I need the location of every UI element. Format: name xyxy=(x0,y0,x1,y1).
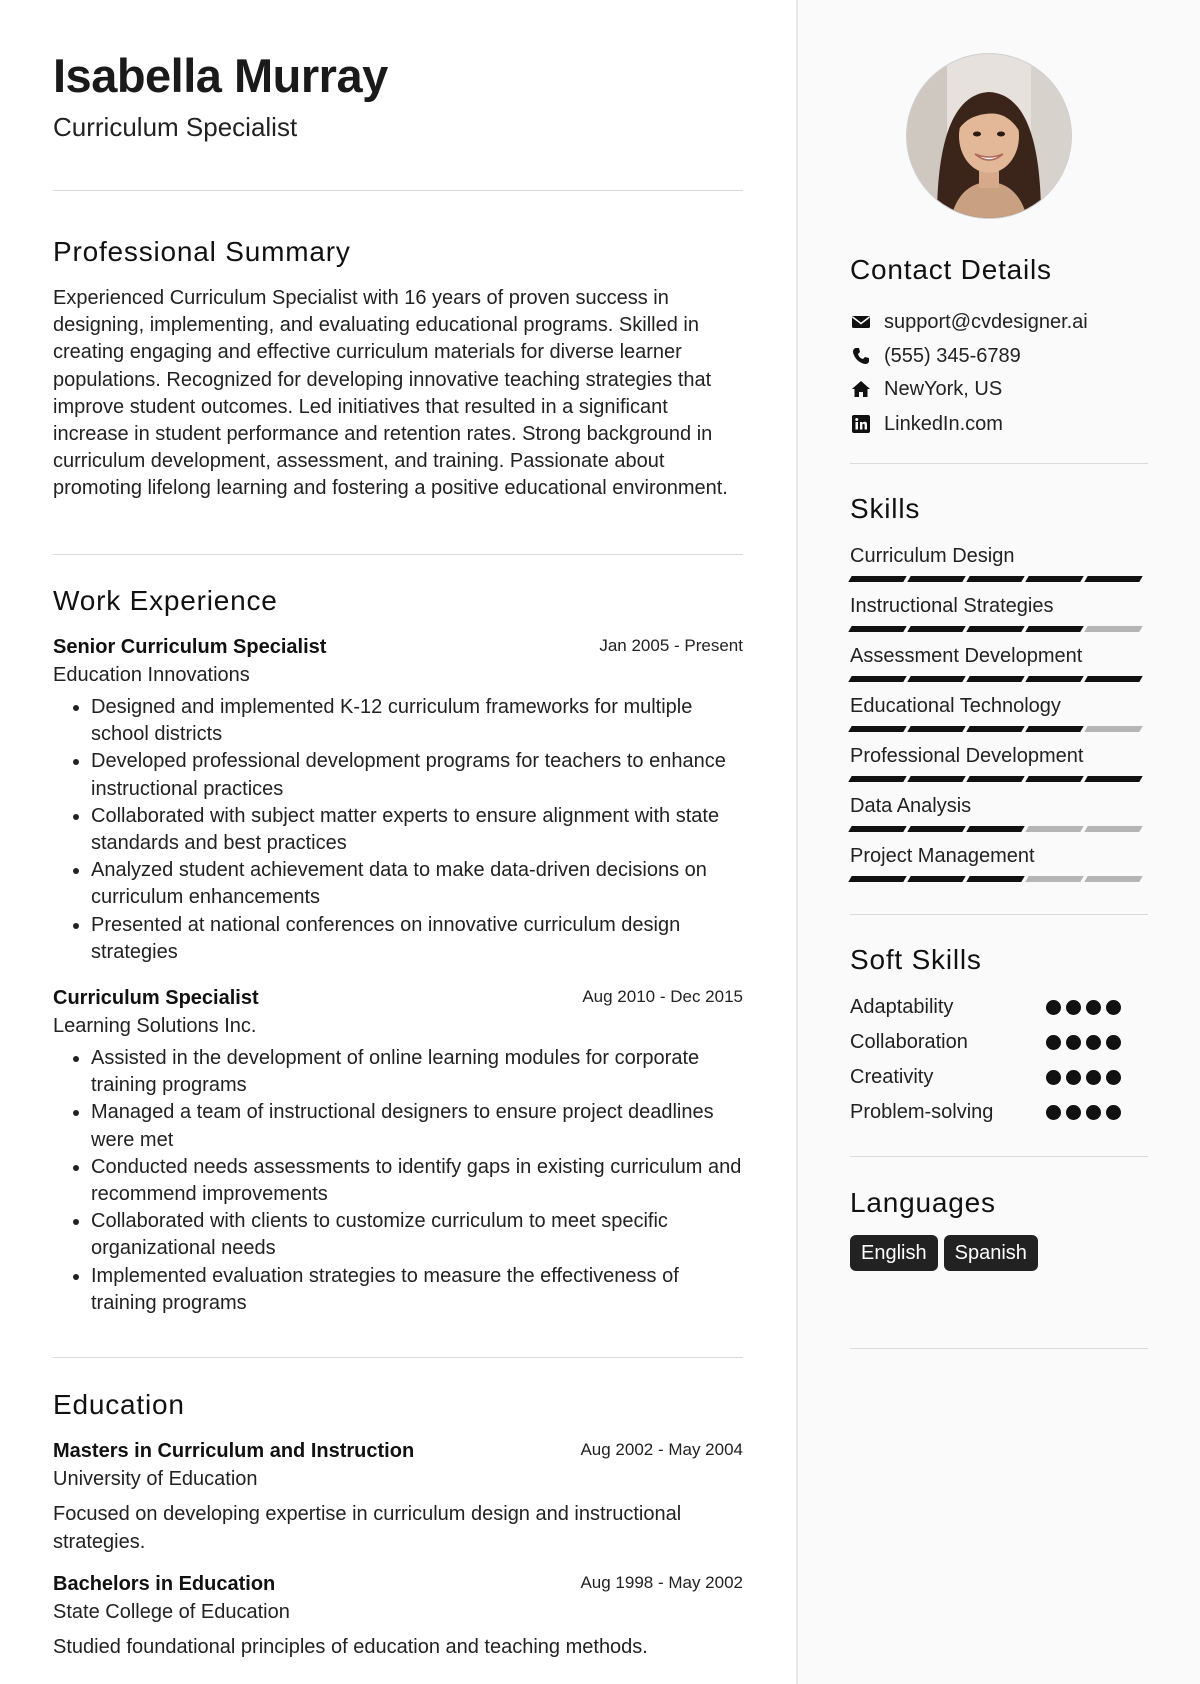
rating-dot xyxy=(1066,1035,1081,1050)
education-date: Aug 1998 - May 2002 xyxy=(580,1573,743,1592)
soft-skill-label: Adaptability xyxy=(850,996,954,1018)
envelope-icon xyxy=(850,312,872,332)
rating-segment xyxy=(966,576,1024,582)
skill-rating xyxy=(850,676,1148,682)
contact-heading: Contact Details xyxy=(850,254,1052,285)
divider xyxy=(850,463,1148,464)
rating-dot xyxy=(1046,1105,1061,1120)
languages-list xyxy=(850,1235,1038,1271)
phone-icon xyxy=(850,346,872,366)
rating-segment xyxy=(848,776,906,782)
skill-rating xyxy=(850,826,1148,832)
skills-heading: Skills xyxy=(850,493,921,524)
rating-segment xyxy=(1025,776,1083,782)
divider xyxy=(850,914,1148,915)
rating-segment xyxy=(907,826,965,832)
skill-rating xyxy=(850,776,1148,782)
soft-skill-item xyxy=(850,993,1148,1023)
language-badge: English xyxy=(850,1235,938,1271)
rating-segment xyxy=(848,626,906,632)
school-name: State College of Education xyxy=(53,1601,290,1623)
rating-segment xyxy=(848,726,906,732)
email-text: support@cvdesigner.ai xyxy=(884,310,1088,333)
rating-dot xyxy=(1106,1070,1121,1085)
candidate-role: Curriculum Specialist xyxy=(53,112,298,142)
soft-skill-label: Problem-solving xyxy=(850,1101,994,1123)
soft-skill-item xyxy=(850,1098,1148,1128)
education-description: Studied foundational principles of education and teaching methods. xyxy=(53,1636,648,1658)
rating-dot xyxy=(1086,1070,1101,1085)
skill-item xyxy=(850,693,1148,732)
rating-dot xyxy=(1066,1070,1081,1085)
work-heading: Work Experience xyxy=(53,585,278,616)
skill-item xyxy=(850,593,1148,632)
divider xyxy=(53,554,743,555)
skill-label: Curriculum Design xyxy=(850,545,1015,567)
skill-item xyxy=(850,793,1148,832)
degree-title: Bachelors in Education xyxy=(53,1573,276,1595)
rating-dot xyxy=(1086,1105,1101,1120)
rating-segment xyxy=(1025,876,1083,882)
contact-location xyxy=(850,376,1002,402)
education-entry xyxy=(53,1438,743,1556)
divider xyxy=(850,1156,1148,1157)
contact-phone[interactable] xyxy=(850,343,1021,369)
list-item: • Implemented evaluation strategies to measure the effectiveness of training programs xyxy=(91,1263,743,1317)
job-title: Curriculum Specialist xyxy=(53,987,259,1009)
skill-label: Educational Technology xyxy=(850,695,1061,717)
rating-segment xyxy=(907,776,965,782)
rating-dot xyxy=(1086,1000,1101,1015)
rating-segment xyxy=(1084,776,1142,782)
location-text: NewYork, US xyxy=(884,377,1003,400)
soft-skill-label: Creativity xyxy=(850,1066,934,1088)
rating-dot xyxy=(1066,1000,1081,1015)
job-company: Learning Solutions Inc. xyxy=(53,1015,257,1037)
list-item: • Presented at national conferences on innovative curriculum design strategies xyxy=(91,912,743,966)
list-item: • Collaborated with subject matter experts to ensure alignment with state standards and best practices xyxy=(91,803,743,857)
list-item: • Collaborated with clients to customize curriculum to meet specific organizational needs xyxy=(91,1208,743,1262)
languages-heading: Languages xyxy=(850,1187,996,1218)
avatar xyxy=(906,53,1072,219)
education-entry xyxy=(53,1571,743,1661)
rating-segment xyxy=(848,826,906,832)
divider xyxy=(850,1348,1148,1349)
linkedin-icon xyxy=(850,414,872,434)
contact-email[interactable] xyxy=(850,309,1088,335)
rating-segment xyxy=(1025,626,1083,632)
candidate-name: Isabella Murray xyxy=(53,49,388,102)
summary-heading: Professional Summary xyxy=(53,236,351,267)
rating-segment xyxy=(1084,626,1142,632)
soft-skill-label: Collaboration xyxy=(850,1031,968,1053)
sidebar-background xyxy=(796,0,1200,1684)
summary-text: Experienced Curriculum Specialist with 16 years of proven success in designing, implementing, and evaluating educational programs. Skilled in creating engaging and effective curriculum materials for diverse learner populations. Recognized for developing innovative teaching strategies that improve student outcomes. Led initiatives that resulted in a significant increase in student performance and retention rates. Strong background in curriculum development, assessment, and training. Passionate about promoting lifelong learning and fostering a positive educational environment. xyxy=(53,287,728,500)
portrait-image xyxy=(907,54,1071,218)
rating-segment xyxy=(966,676,1024,682)
rating-dot xyxy=(1106,1035,1121,1050)
job-entry xyxy=(53,634,743,966)
divider xyxy=(53,190,743,191)
divider xyxy=(53,1357,743,1358)
rating-segment xyxy=(907,876,965,882)
skill-label: Data Analysis xyxy=(850,795,972,817)
education-heading: Education xyxy=(53,1389,185,1420)
soft-skill-item xyxy=(850,1028,1148,1058)
soft-skill-item xyxy=(850,1063,1148,1093)
rating-segment xyxy=(848,676,906,682)
rating-segment xyxy=(1025,726,1083,732)
job-date: Jan 2005 - Present xyxy=(599,636,743,655)
rating-segment xyxy=(1025,676,1083,682)
job-bullets xyxy=(53,694,743,966)
rating-segment xyxy=(966,876,1024,882)
soft-skill-rating xyxy=(1046,1070,1121,1085)
language-badge: Spanish xyxy=(944,1235,1038,1271)
job-bullets xyxy=(53,1045,743,1317)
soft-skill-rating xyxy=(1046,1000,1121,1015)
degree-title: Masters in Curriculum and Instruction xyxy=(53,1440,415,1462)
school-name: University of Education xyxy=(53,1468,258,1490)
rating-segment xyxy=(966,726,1024,732)
skill-label: Project Management xyxy=(850,845,1035,867)
skill-label: Assessment Development xyxy=(850,645,1083,667)
skill-item xyxy=(850,543,1148,582)
skill-rating xyxy=(850,876,1148,882)
list-item: • Analyzed student achievement data to make data-driven decisions on curriculum enhancements xyxy=(91,857,743,911)
rating-segment xyxy=(1084,676,1142,682)
phone-text: (555) 345-6789 xyxy=(884,344,1021,367)
rating-segment xyxy=(1025,826,1083,832)
rating-segment xyxy=(1084,826,1142,832)
job-company: Education Innovations xyxy=(53,664,250,686)
home-icon xyxy=(850,379,872,399)
list-item: • Assisted in the development of online learning modules for corporate training programs xyxy=(91,1045,743,1099)
rating-segment xyxy=(848,576,906,582)
job-entry xyxy=(53,985,743,1317)
skill-label: Professional Development xyxy=(850,745,1084,767)
rating-segment xyxy=(966,826,1024,832)
rating-dot xyxy=(1066,1105,1081,1120)
skill-item xyxy=(850,843,1148,882)
rating-segment xyxy=(907,676,965,682)
skill-rating xyxy=(850,576,1148,582)
rating-segment xyxy=(907,576,965,582)
list-item: • Managed a team of instructional designers to ensure project deadlines were met xyxy=(91,1099,743,1153)
rating-segment xyxy=(1084,576,1142,582)
rating-dot xyxy=(1046,1000,1061,1015)
rating-dot xyxy=(1046,1070,1061,1085)
rating-segment xyxy=(848,876,906,882)
soft-skill-rating xyxy=(1046,1035,1121,1050)
soft-skill-rating xyxy=(1046,1105,1121,1120)
list-item: • Designed and implemented K-12 curriculum frameworks for multiple school districts xyxy=(91,694,743,748)
rating-segment xyxy=(966,626,1024,632)
rating-segment xyxy=(1025,576,1083,582)
skill-item xyxy=(850,643,1148,682)
rating-dot xyxy=(1046,1035,1061,1050)
rating-segment xyxy=(1084,726,1142,732)
list-item: • Conducted needs assessments to identify gaps in existing curriculum and recommend improvements xyxy=(91,1154,743,1208)
education-date: Aug 2002 - May 2004 xyxy=(580,1440,743,1459)
skill-label: Instructional Strategies xyxy=(850,595,1054,617)
education-description: Focused on developing expertise in curriculum design and instructional strategies. xyxy=(53,1503,682,1553)
linkedin-text: LinkedIn.com xyxy=(884,412,1003,435)
contact-linkedin[interactable] xyxy=(850,411,1003,437)
skill-rating xyxy=(850,626,1148,632)
job-title: Senior Curriculum Specialist xyxy=(53,636,327,658)
rating-dot xyxy=(1086,1035,1101,1050)
list-item: • Developed professional development programs for teachers to enhance instructional practices xyxy=(91,748,743,802)
skill-rating xyxy=(850,726,1148,732)
rating-dot xyxy=(1106,1105,1121,1120)
rating-segment xyxy=(907,626,965,632)
rating-dot xyxy=(1106,1000,1121,1015)
job-date: Aug 2010 - Dec 2015 xyxy=(582,987,743,1006)
rating-segment xyxy=(1084,876,1142,882)
skill-item xyxy=(850,743,1148,782)
rating-segment xyxy=(907,726,965,732)
soft-skills-heading: Soft Skills xyxy=(850,944,982,975)
rating-segment xyxy=(966,776,1024,782)
